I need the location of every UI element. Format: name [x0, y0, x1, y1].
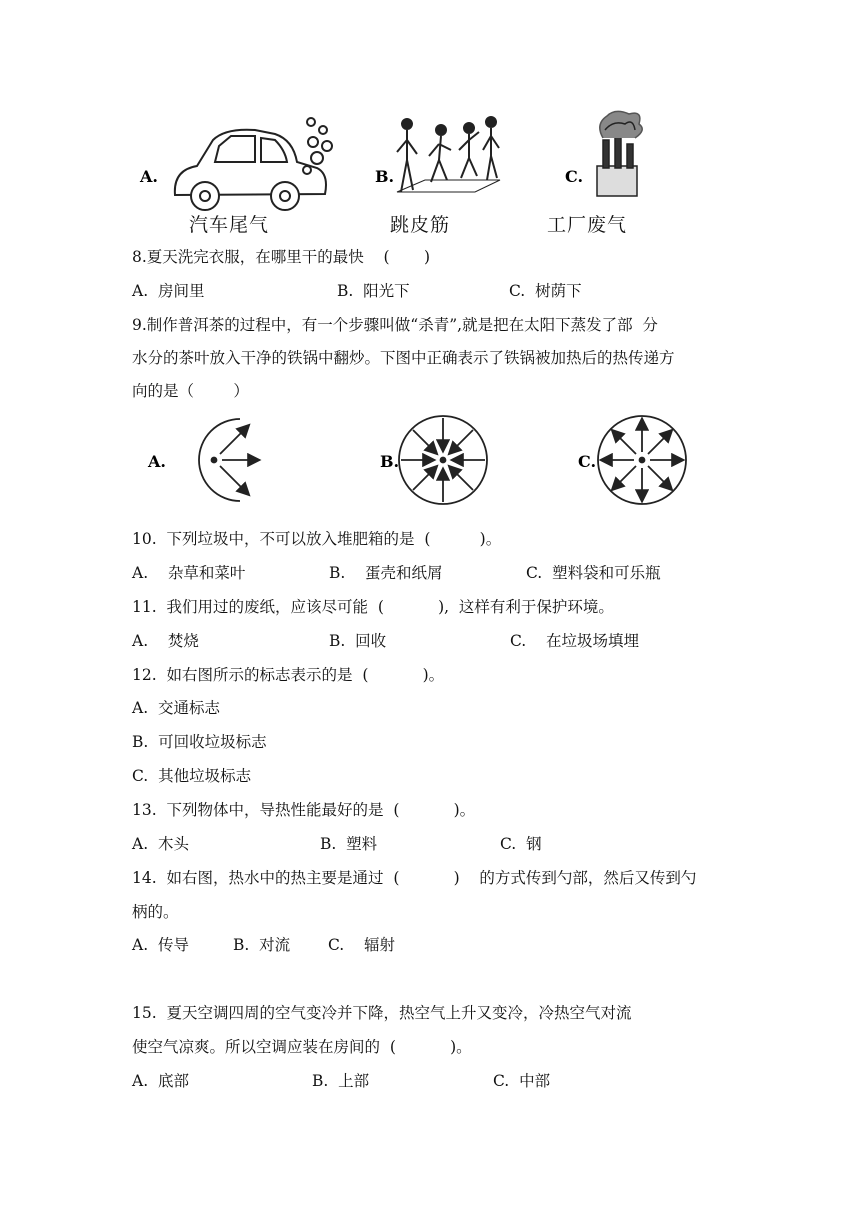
q15-stem-line-1: 15. 夏天空调四周的空气变冷并下降，热空气上升又变冷，冷热空气对流	[132, 1004, 632, 1022]
q12-stem: 12. 如右图所示的标志表示的是 ( )。	[132, 666, 445, 684]
q15-option-b: B. 上部	[312, 1072, 370, 1090]
q8-option-c: C. 树荫下	[509, 282, 582, 300]
diagram-c-letter: C.	[578, 452, 597, 471]
caption-car-exhaust: 汽车尾气	[189, 214, 270, 236]
q11-option-b: B. 回收	[329, 632, 387, 650]
q13-option-a: A. 木头	[132, 835, 189, 853]
q10-option-a: A. 杂草和菜叶	[132, 564, 246, 582]
q9-stem-line-3: 向的是（ ）	[132, 382, 249, 400]
q9-stem-line-1: 9.制作普洱茶的过程中，有一个步骤叫做“杀青”,就是把在太阳下蒸发了部 分	[132, 316, 658, 334]
q13-option-c: C. 钢	[500, 835, 542, 853]
diagram-c-outward-arrows-icon	[598, 416, 686, 504]
q7-option-a-letter: A.	[140, 167, 158, 186]
figure-q9	[140, 410, 710, 510]
diagram-a-letter: A.	[148, 452, 166, 471]
q14-stem-line-2: 柄的。	[132, 903, 179, 921]
q13-stem: 13. 下列物体中，导热性能最好的是 ( )。	[132, 801, 476, 819]
q10-option-b: B. 蛋壳和纸屑	[329, 564, 443, 582]
diagram-b-inward-arrows-icon	[399, 416, 487, 504]
q12-option-b: B. 可回收垃圾标志	[132, 733, 267, 751]
q11-option-a: A. 焚烧	[132, 632, 199, 650]
car-exhaust-icon	[175, 118, 332, 210]
factory-smoke-icon	[597, 111, 642, 196]
caption-factory-gas: 工厂废气	[547, 214, 628, 236]
q10-option-c: C. 塑料袋和可乐瓶	[526, 564, 661, 582]
q15-option-c: C. 中部	[493, 1072, 551, 1090]
q15-option-a: A. 底部	[132, 1072, 189, 1090]
q8-stem: 8.夏天洗完衣服，在哪里干的最快 ( )	[132, 248, 431, 266]
q14-stem-line-1: 14. 如右图，热水中的热主要是通过 ( ) 的方式传到勺部，然后又传到勺	[132, 869, 697, 887]
diagram-a-partial-arrows-icon	[199, 419, 258, 501]
caption-rubber-band: 跳皮筋	[390, 214, 451, 236]
q11-stem: 11. 我们用过的废纸，应该尽可能 ( ), 这样有利于保护环境。	[132, 598, 614, 616]
q15-stem-line-2: 使空气凉爽。所以空调应装在房间的 ( )。	[132, 1038, 472, 1056]
diagram-b-letter: B.	[380, 452, 400, 471]
q7-option-b-letter: B.	[375, 167, 395, 186]
q14-option-c: C. 辐射	[328, 936, 395, 954]
rubber-band-jumping-icon	[397, 117, 500, 192]
q8-option-b: B. 阳光下	[337, 282, 410, 300]
q9-stem-line-2: 水分的茶叶放入干净的铁锅中翻炒。下图中正确表示了铁锅被加热后的热传递方	[132, 349, 675, 367]
q13-option-b: B. 塑料	[320, 835, 378, 853]
q14-option-b: B. 对流	[233, 936, 291, 954]
q12-option-c: C. 其他垃圾标志	[132, 767, 252, 785]
heat-transfer-diagrams	[140, 410, 710, 510]
q12-option-a: A. 交通标志	[132, 699, 220, 717]
q14-option-a: A. 传导	[132, 936, 189, 954]
q11-option-c: C. 在垃圾场填埋	[510, 632, 639, 650]
q8-option-a: A. 房间里	[132, 282, 205, 300]
q10-stem: 10. 下列垃圾中，不可以放入堆肥箱的是 ( )。	[132, 530, 502, 548]
q7-option-c-letter: C.	[565, 167, 584, 186]
